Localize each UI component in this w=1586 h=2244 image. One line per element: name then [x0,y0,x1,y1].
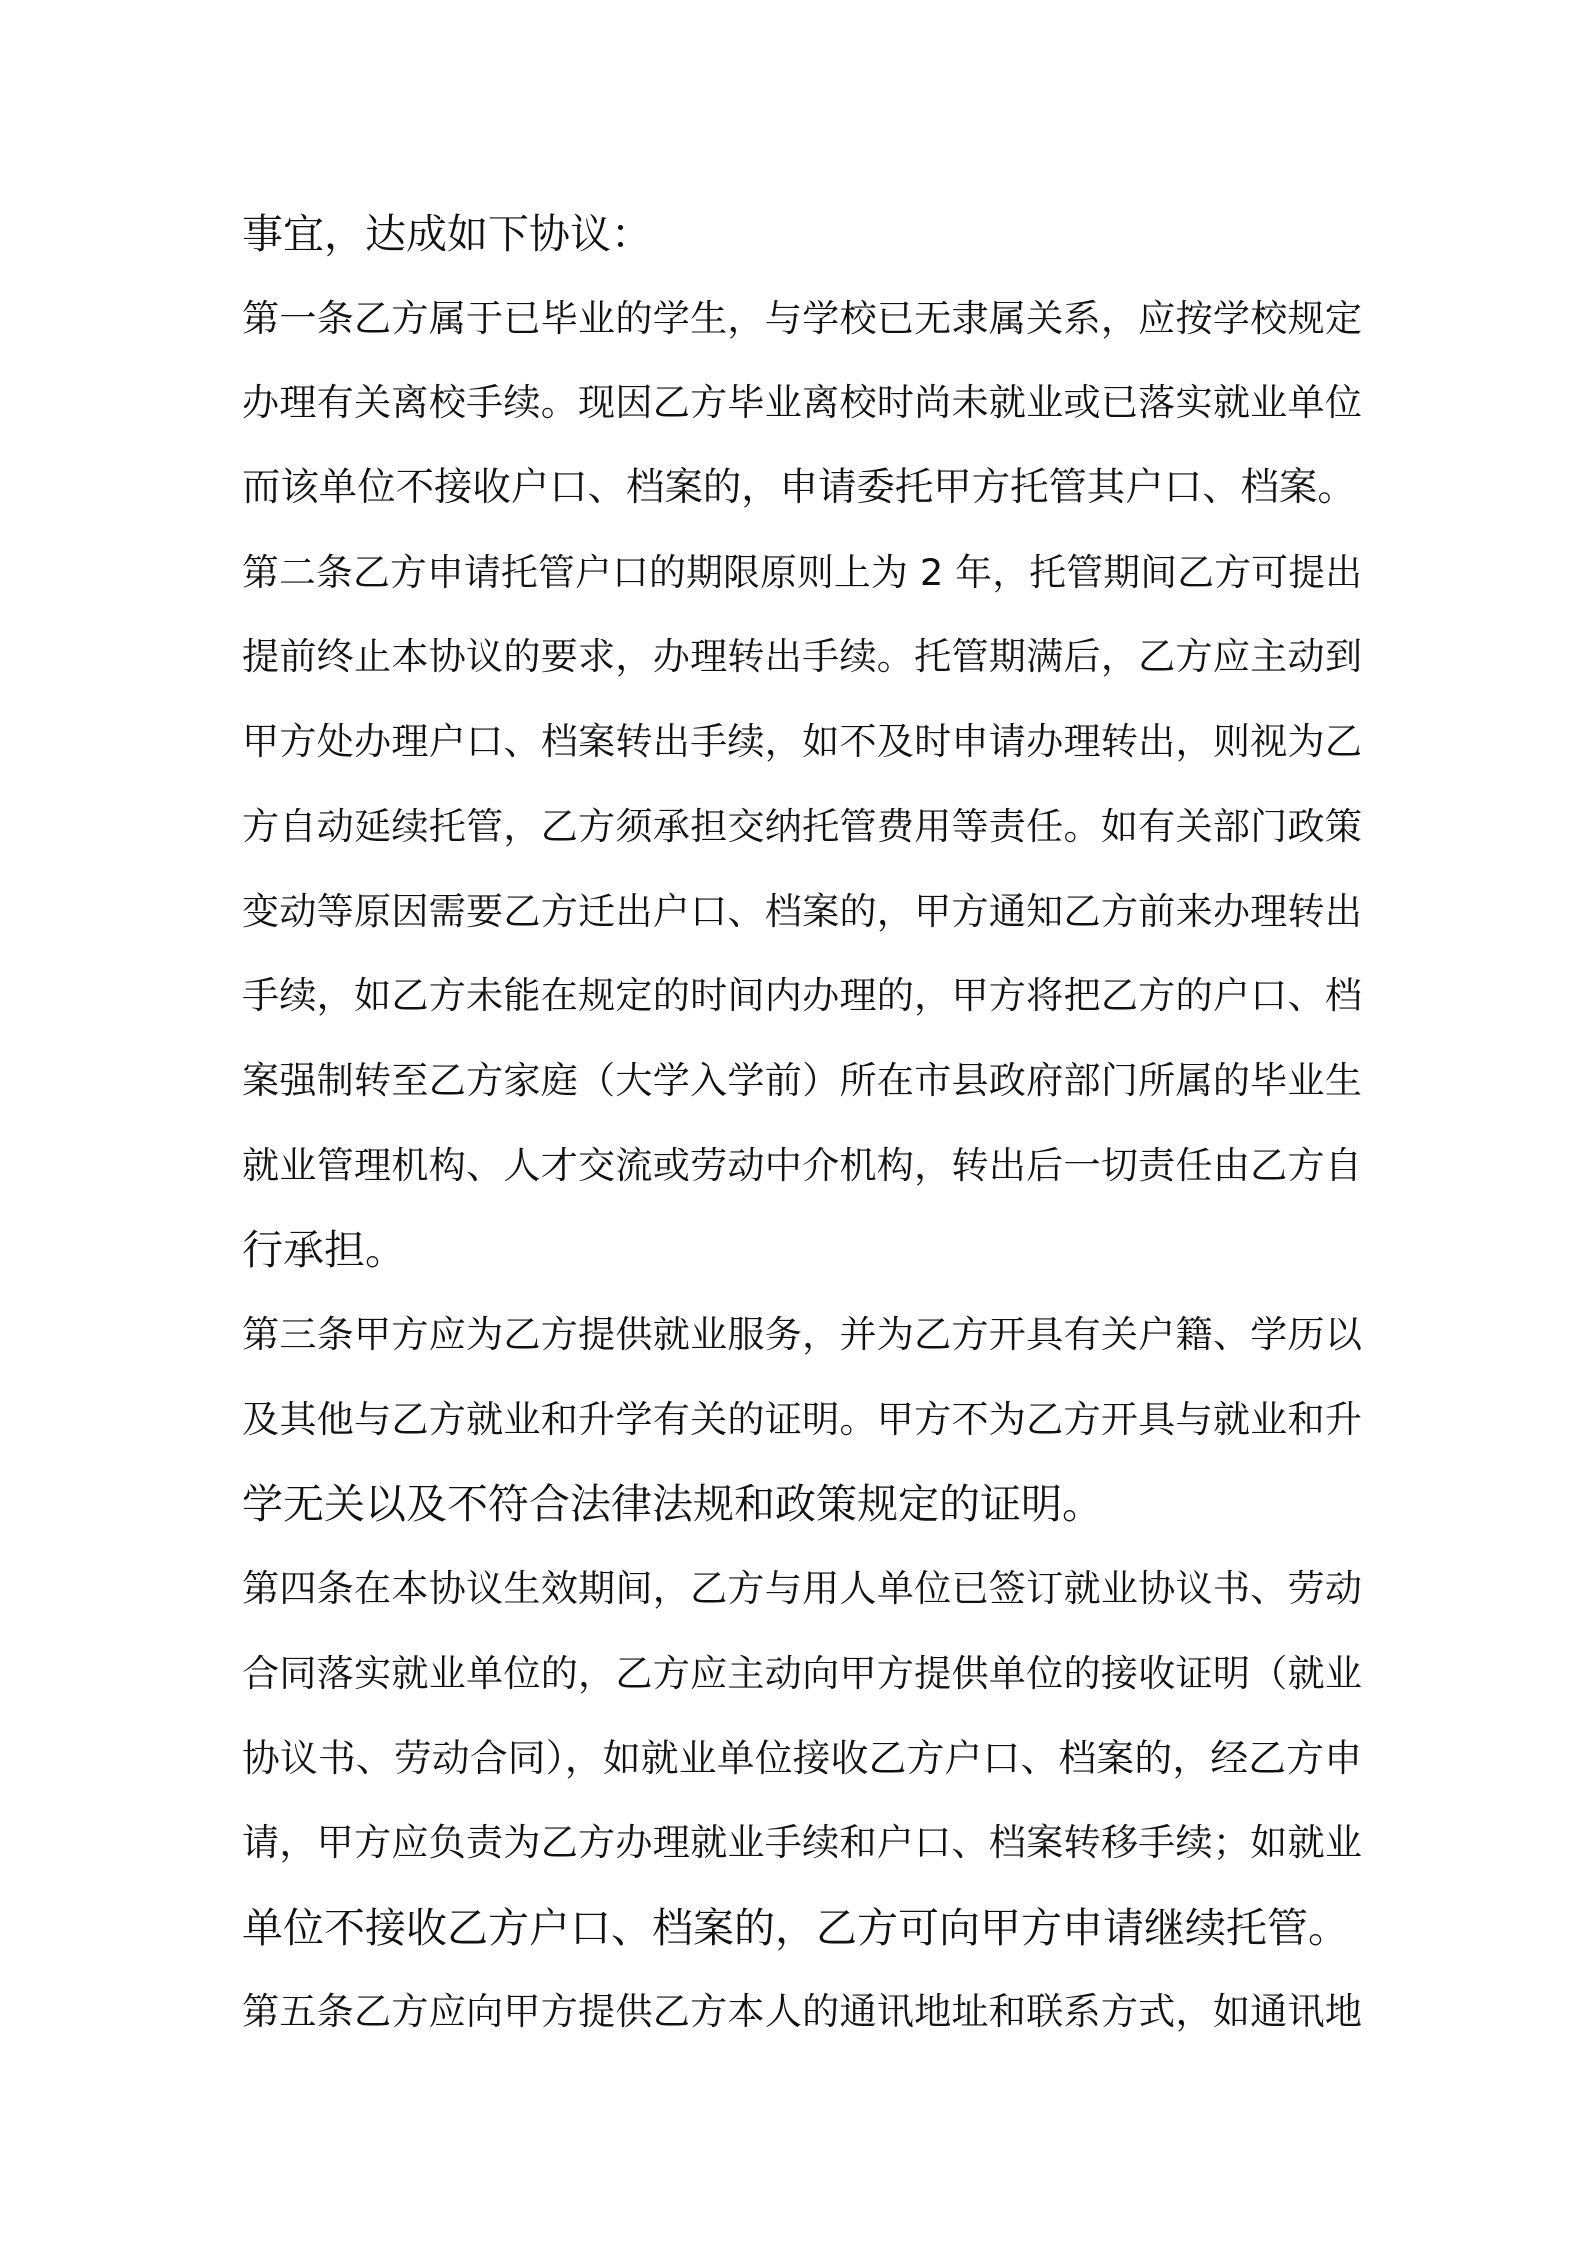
text-line-22: 第五条乙方应向甲方提供乙方本人的通讯地址和联系方式，如通讯地 [242,1990,1362,2034]
text-line-13: 行承担。 [242,1226,406,1275]
text-line-15: 及其他与乙方就业和升学有关的证明。甲方不为乙方开具与就业和升 [242,1397,1362,1441]
text-line-2: 第一条乙方属于已毕业的学生，与学校已无隶属关系，应按学校规定 [242,296,1362,340]
text-line-8: 方自动延续托管，乙方须承担交纳托管费用等责任。如有关部门政策 [242,804,1362,848]
text-line-14: 第三条甲方应为乙方提供就业服务，并为乙方开具有关户籍、学历以 [242,1312,1362,1356]
text-line-1: 事宜，达成如下协议： [242,210,652,258]
text-line-4: 而该单位不接收户口、档案的，申请委托甲方托管其户口、档案。 [242,465,1356,511]
text-line-5: 第二条乙方申请托管户口的期限原则上为 2 年，托管期间乙方可提出 [242,550,1362,594]
text-line-7: 甲方处办理户口、档案转出手续，如不及时申请办理转出，则视为乙 [242,720,1362,764]
text-line-12: 就业管理机构、人才交流或劳动中介机构，转出后一切责任由乙方自 [242,1143,1362,1187]
text-line-19: 协议书、劳动合同），如就业单位接收乙方户口、档案的，经乙方申 [242,1736,1362,1781]
text-line-10: 手续，如乙方未能在规定的时间内办理的，甲方将把乙方的户口、档 [242,974,1362,1018]
text-line-11: 案强制转至乙方家庭（大学入学前）所在市县政府部门所属的毕业生 [242,1058,1362,1102]
text-line-6: 提前终止本协议的要求，办理转出手续。托管期满后，乙方应主动到 [242,635,1362,679]
text-line-21: 单位不接收乙方户口、档案的，乙方可向甲方申请继续托管。 [242,1903,1349,1952]
text-line-16: 学无关以及不符合法律法规和政策规定的证明。 [242,1480,1103,1529]
text-line-3: 办理有关离校手续。现因乙方毕业离校时尚未就业或已落实就业单位 [242,381,1362,425]
document-body [242,192,1362,2055]
text-line-17: 第四条在本协议生效期间，乙方与用人单位已签订就业协议书、劳动 [242,1567,1362,1610]
text-line-18: 合同落实就业单位的，乙方应主动向甲方提供单位的接收证明（就业 [242,1651,1362,1695]
text-line-9: 变动等原因需要乙方迁出户口、档案的，甲方通知乙方前来办理转出 [242,889,1362,933]
text-line-20: 请，甲方应负责为乙方办理就业手续和户口、档案转移手续；如就业 [242,1821,1362,1865]
